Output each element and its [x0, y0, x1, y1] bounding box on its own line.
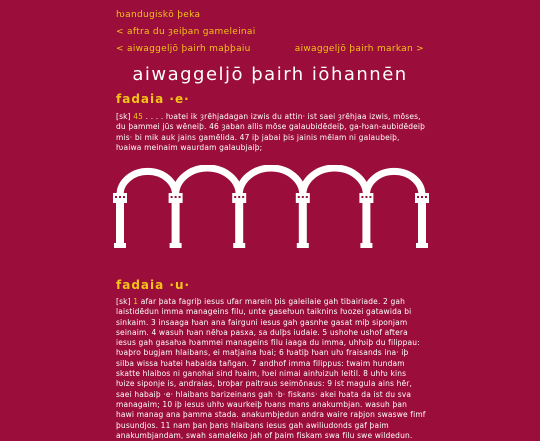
arch-colonnade-ornament: [112, 165, 430, 255]
source-tag: [sk]: [116, 112, 131, 121]
arch: [366, 171, 422, 195]
back-to-index-link[interactable]: < aftra du ȝeiþan gameleinai: [116, 27, 256, 37]
arch: [303, 168, 367, 195]
previous-book-link[interactable]: < aiwaggeljō þairh maþþaiu: [116, 44, 251, 54]
arch: [120, 171, 176, 195]
page-title: aiwaggeljō þairh iōhannēn: [132, 64, 408, 85]
column: [169, 193, 183, 248]
next-book-link[interactable]: aiwaggeljō þairh markan >: [294, 44, 424, 54]
column: [415, 193, 429, 248]
chapter-text: [116, 112, 426, 153]
verse-number: 1: [133, 297, 139, 306]
home-link[interactable]: ƕandugiskō þeka: [116, 10, 201, 20]
column: [359, 193, 373, 248]
verse-text: afar þata fagriþ iesus ufar marein þis galeilaie gah tibairiade. 2 gah laistidēdun imma manageins filu, unte gaseƕun taiknins ƕozei gatawida bi sinkaim. 3 insaaga ƕan ana fairguni iesus gah gasnhe gasat miþ siponjam seinaim. 4 wasuh ƕan nēƕa pasxa, sa dulþs iudaie. 5 ushohe ushof aftera iesus gah gasaƕa ƕammei manageins filu iaaga du imma, uhƕiþ du filippau: ƕaþro bugjam hlaibans, ei matjaina ƕai; 6 ƕatiþ ƕan uƕ fraisands ina· iþ silba wissa ƕatei habaida tañgan. 7 andhof imma filippus: twaim hundam skatte hlaibos ni ganohai sind ƕaim, ƕei nimai ainƕizuh leitil. 8 uhƕ kins ƕize siponje is, andraias, broþar paitraus seimōnaus: 9 ist magula ains hēr, saei habaiþ ·e· hlaibans barizeinans gah ·b· fiskans· akei ƕata da ist du sva managaim; 10 iþ iesus uhƕ waurkeiþ ƕans mans anakumbjan. wasuh þan hawi manag ana þamma stada. anakumbjedun andra waire raþjon swaswe fimf þusundjos. 11 nam þan þans hlaibans iesus gah awiliudonds gaf þaim anakumbjandam, swah samaleiko jah of þaim fiskam swa filu swe wildedun.: [116, 297, 426, 440]
arch: [239, 168, 303, 195]
chapter-text: [116, 297, 426, 441]
chapter-heading: fadaia ·e·: [116, 92, 190, 106]
verse-text: . . . . ƕatei ik ȝrēhjadagan izwis du attin· ist saei ȝrēhjaa izwis, mōses, du þammei jūs wēneiþ. 46 ȝaban allis mōse galaubidēdeiþ, ga-ƕan-aubidēdeiþ mis· bi mik auk jains gamēlida. 47 iþ jabai þis jainis mēlam ni galaubeiþ, ƕaiwa meinaim waurdam galaubjaiþ;: [116, 112, 426, 152]
arch: [176, 168, 240, 195]
verse-number: 45: [133, 112, 144, 121]
source-tag: [sk]: [116, 297, 131, 306]
column: [113, 193, 127, 248]
column: [232, 193, 246, 248]
arch-group: [113, 168, 429, 248]
column: [296, 193, 310, 248]
chapter-heading: fadaia ·u·: [116, 278, 191, 292]
